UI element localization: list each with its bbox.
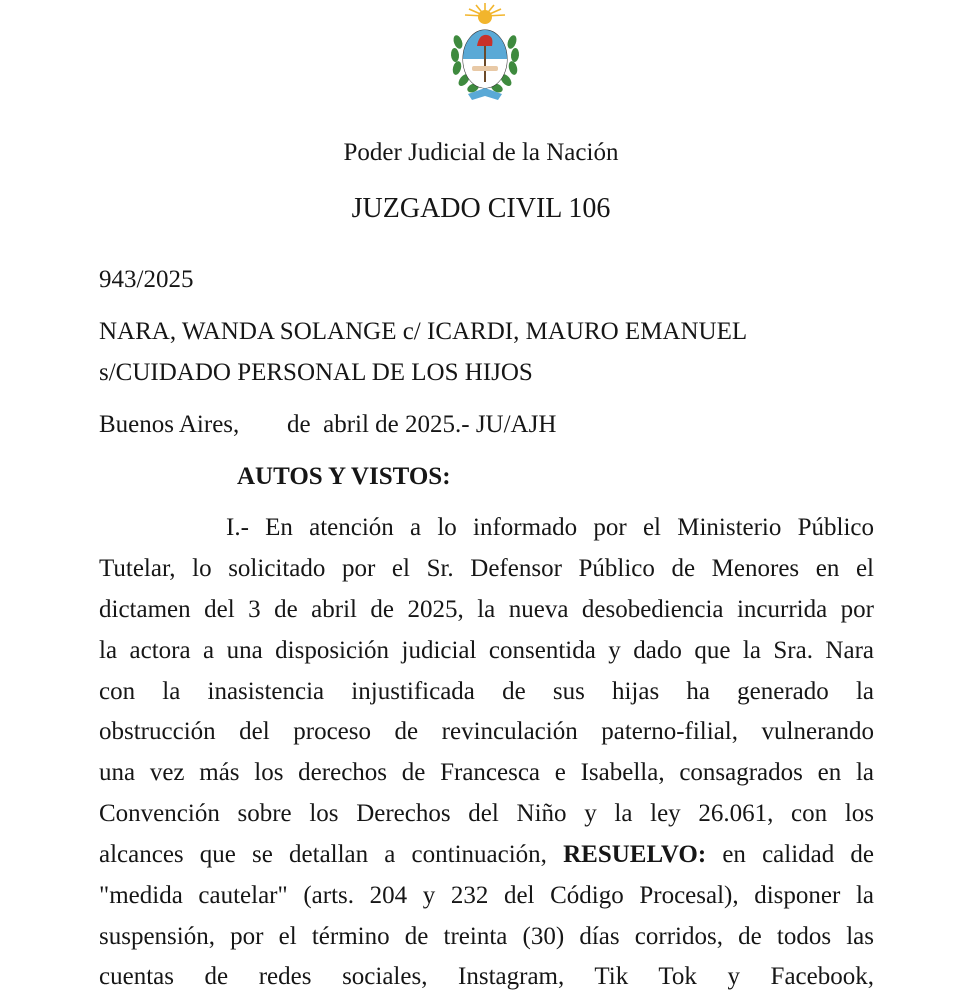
body-line-9 bbox=[99, 840, 874, 870]
body-line-8: Convención sobre los Derechos del Niño y la ley 26.061, con los bbox=[99, 800, 874, 827]
body-line-3: dictamen del 3 de abril de 2025, la nueva desobediencia incurrida por bbox=[99, 596, 874, 623]
body-line-11: suspensión, por el término de treinta (30) días corridos, de todos las bbox=[99, 923, 874, 950]
institution-title: Poder Judicial de la Nación bbox=[343, 139, 619, 166]
case-title-line-2: s/CUIDADO PERSONAL DE LOS HIJOS bbox=[99, 359, 533, 386]
body-line-6: obstrucción del proceso de revinculación paterno-filial, vulnerando bbox=[99, 718, 874, 745]
body-line-7: una vez más los derechos de Francesca e Isabella, consagrados en la bbox=[99, 759, 874, 786]
date-city: Buenos Aires, bbox=[99, 411, 240, 438]
body-line-2: Tutelar, lo solicitado por el Sr. Defensor Público de Menores en el bbox=[99, 555, 874, 582]
resolution-keyword: RESUELVO: bbox=[563, 841, 707, 868]
court-name: JUZGADO CIVIL 106 bbox=[351, 193, 611, 224]
body-line-1: I.- En atención a lo informado por el Ministerio Público bbox=[226, 514, 874, 541]
body-line-10: "medida cautelar" (arts. 204 y 232 del Código Procesal), disponer la bbox=[99, 882, 874, 909]
coat-of-arms-seal-icon bbox=[446, 2, 524, 108]
body-line-4: la actora a una disposición judicial consentida y dado que la Sra. Nara bbox=[99, 637, 874, 664]
body-line-5: con la inasistencia injustificada de sus hijas ha generado la bbox=[99, 678, 874, 705]
body-line-9-end: en calidad de bbox=[722, 841, 874, 868]
case-title-line-1: NARA, WANDA SOLANGE c/ ICARDI, MAURO EMANUEL bbox=[99, 318, 748, 345]
case-number: 943/2025 bbox=[99, 266, 194, 293]
body-line-9-start: alcances que se detallan a continuación, bbox=[99, 841, 547, 868]
section-heading: AUTOS Y VISTOS: bbox=[237, 463, 451, 490]
date-details: de abril de 2025.- JU/AJH bbox=[287, 411, 557, 438]
body-line-12: cuentas de redes sociales, Instagram, Tik Tok y Facebook, bbox=[99, 963, 874, 990]
